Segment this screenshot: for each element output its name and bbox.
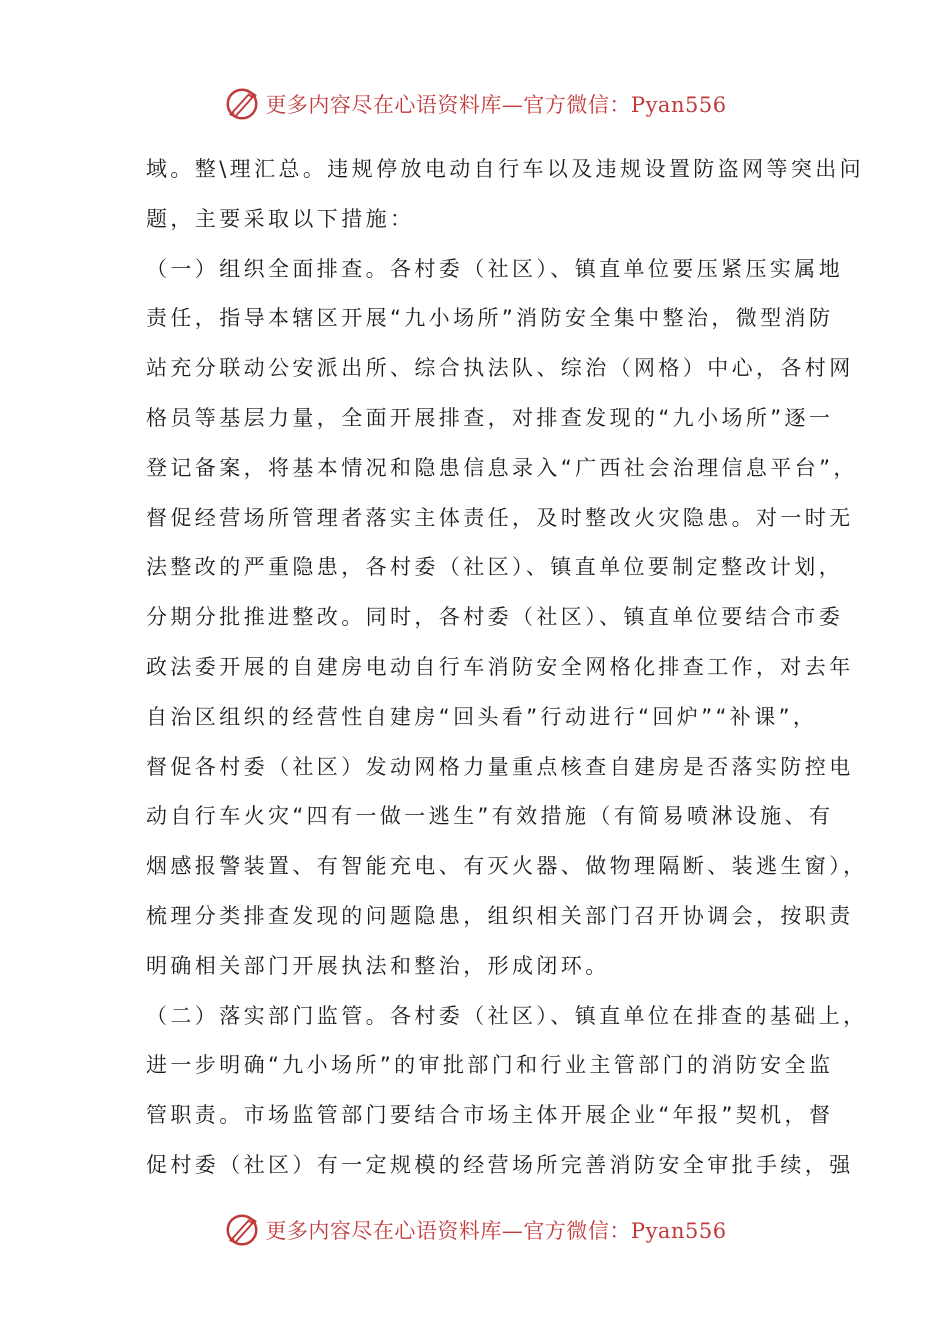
- pen-logo-icon: [223, 85, 261, 123]
- text-line: 分期分批推进整改。同时，各村委（社区）、镇直单位要结合市委: [146, 605, 844, 630]
- footer-banner: [0, 1210, 950, 1250]
- text-line: 进一步明确“九小场所”的审批部门和行业主管部门的消防安全监: [146, 1053, 834, 1078]
- document-body: [146, 145, 868, 1191]
- text-line: 管职责。市场监管部门要结合市场主体开展企业“年报”契机，督: [146, 1103, 834, 1128]
- pen-logo-icon: [223, 1211, 261, 1249]
- text-line: 站充分联动公安派出所、综合执法队、综治（网格）中心，各村网: [146, 356, 854, 381]
- text-line: 政法委开展的自建房电动自行车消防安全网格化排查工作，对去年: [146, 654, 854, 679]
- text-line: 督促各村委（社区）发动网格力量重点核查自建房是否落实防控电: [146, 754, 854, 779]
- text-line: 登记备案，将基本情况和隐患信息录入“广西社会治理信息平台”，: [146, 455, 858, 480]
- text-line: 动自行车火灾“四有一做一逃生”有效措施（有简易喷淋设施、有: [146, 804, 834, 829]
- text-line: 促村委（社区）有一定规模的经营场所完善消防安全审批手续，强: [146, 1152, 854, 1177]
- text-line: 责任，指导本辖区开展“九小场所”消防安全集中整治，微型消防: [146, 306, 834, 331]
- text-line: 烟感报警装置、有智能充电、有灭火器、做物理隔断、装逃生窗），: [146, 854, 868, 879]
- text-line: 梳理分类排查发现的问题隐患，组织相关部门召开协调会，按职责: [146, 903, 854, 928]
- text-line: 自治区组织的经营性自建房“回头看”行动进行“回炉”“补课”，: [146, 704, 818, 729]
- text-line: 格员等基层力量，全面开展排查，对排查发现的“九小场所”逐一: [146, 405, 834, 430]
- text-line: 域。整\理汇总。违规停放电动自行车以及违规设置防盗网等突出问: [146, 157, 865, 181]
- banner-text: 更多内容尽在心语资料库—官方微信：Pyan556: [265, 93, 727, 117]
- text-line: 督促经营场所管理者落实主体责任，及时整改火灾隐患。对一时无: [146, 505, 854, 530]
- text-line: 法整改的严重隐患，各村委（社区）、镇直单位要制定整改计划，: [146, 555, 844, 580]
- text-line: 题，主要采取以下措施：: [146, 206, 415, 231]
- text-line: 明确相关部门开展执法和整治，形成闭环。: [146, 953, 610, 978]
- header-banner: [0, 84, 950, 124]
- text-line: （二）落实部门监管。各村委（社区）、镇直单位在排查的基础上，: [146, 1003, 868, 1028]
- banner-text: 更多内容尽在心语资料库—官方微信：Pyan556: [265, 1219, 727, 1243]
- text-line: （一）组织全面排查。各村委（社区）、镇直单位要压紧压实属地: [146, 256, 844, 281]
